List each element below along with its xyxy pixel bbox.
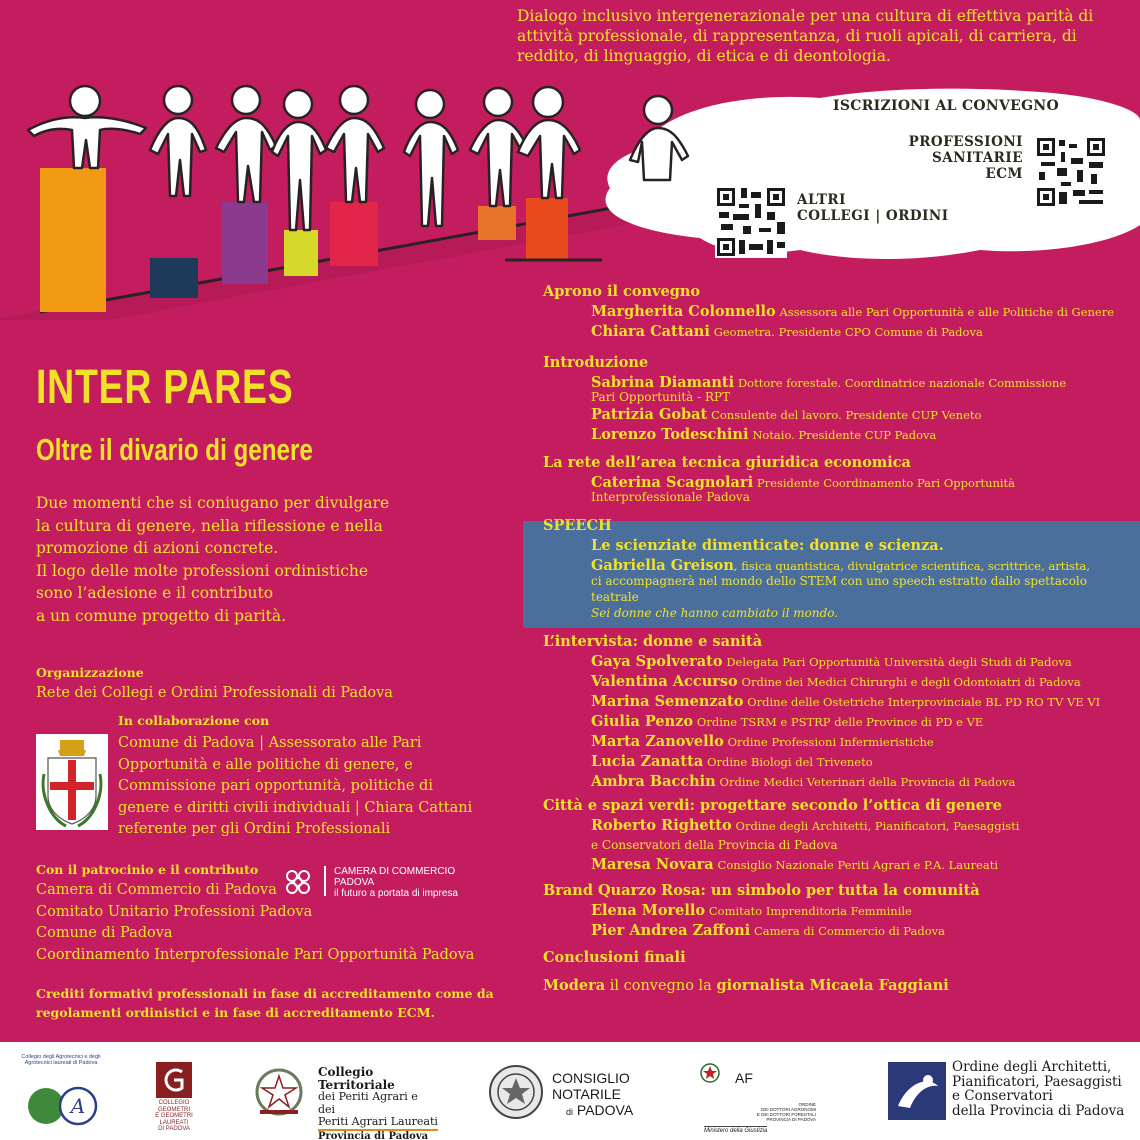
speaker-role: Comitato Imprenditoria Femminile (708, 904, 912, 918)
architetti-line-4: della Provincia di Padova (952, 1102, 1125, 1119)
credits-note (36, 984, 494, 1022)
speaker-role: Geometra. Presidente CPO Comune di Padova (713, 325, 983, 339)
geometri-line-2: GEOMETRI (157, 1106, 190, 1113)
svg-text:A: A (70, 1094, 86, 1118)
af-text (706, 1102, 816, 1122)
architetti-logo-icon (888, 1062, 946, 1120)
step-deep-orange (526, 198, 568, 260)
patronage-item: Coordinamento Interprofessionale Pari Opportunità Padova (36, 946, 475, 963)
credits-line-2: regolamenti ordinistici e in fase di accreditamento ECM. (36, 1005, 435, 1020)
speaker-role: Ordine Medici Veterinari della Provincia di Padova (719, 775, 1016, 789)
speaker-role: Ordine dei Medici Chirurghi e degli Odontoiatri di Padova (741, 675, 1081, 689)
speaker-role: Consulente del lavoro. Presidente CUP Veneto (711, 408, 982, 422)
geometri-logo-icon (156, 1062, 192, 1098)
notarile-line-3: di (566, 1107, 574, 1117)
speaker-role: , fisica quantistica, divulgatrice scientifica, scrittrice, artista, (733, 559, 1091, 573)
speaker-role: Delegata Pari Opportunità Università degli Studi di Padova (726, 655, 1072, 669)
speaker-role-cont: Interprofessionale Padova (591, 490, 750, 504)
chamber-logo-line-3: il futuro a portata di impresa (334, 888, 458, 899)
speaker-role: Presidente Coordinamento Pari Opportunità (756, 476, 1016, 490)
speaker-name: Lorenzo Todeschini (591, 426, 749, 443)
speaker-name: Sabrina Diamanti (591, 374, 735, 391)
af-line-2: DEI DOTTORI AGRONOMI (761, 1107, 816, 1112)
republic-emblem-icon (700, 1062, 720, 1084)
speaker (543, 732, 1133, 752)
periti-line-4: Provincia di Padova (318, 1130, 429, 1140)
section-network-title: La rete dell’area tecnica giuridica economica (543, 454, 911, 471)
event-title: INTER PARES (36, 361, 294, 414)
chamber-logo-text (334, 866, 458, 899)
speaker-name: Caterina Scagnolari (591, 474, 754, 491)
speaker-name: Gabriella Greison (591, 557, 734, 574)
speaker (543, 692, 1133, 712)
speaker (543, 425, 1133, 445)
speaker (543, 712, 1133, 732)
speaker-role: Assessora alle Pari Opportunità e alle Politiche di Genere (779, 305, 1115, 319)
periti-text (318, 1066, 438, 1140)
health-line-2: SANITARIE (932, 150, 1023, 166)
geometri-line-1: COLLEGIO (158, 1100, 190, 1106)
speaker (543, 405, 1133, 425)
agrotecnici-logo (18, 1066, 104, 1128)
speaker (543, 816, 1133, 836)
step-orange (40, 168, 106, 312)
qr-code-health[interactable] (1035, 136, 1107, 208)
agrotecnici-text: Collegio degli Agrotecnici e degli Agrotecnici laureati di Padova (21, 1054, 101, 1066)
af-line-1: ORDINE (798, 1102, 816, 1107)
speech-title-row (543, 536, 1133, 556)
speaker (543, 921, 1133, 941)
speaker (543, 302, 1133, 322)
patronage-item: Camera di Commercio di Padova (36, 882, 277, 898)
step-navy (150, 258, 198, 298)
padova-coat-of-arms (36, 734, 108, 830)
organization-heading: Organizzazione (36, 665, 144, 680)
speaker-name: Gaya Spolverato (591, 653, 723, 670)
moderator-line (543, 976, 1133, 996)
af-line-3: E DEI DOTTORI FORESTALI (756, 1112, 816, 1117)
collab-line: Opportunità e alle politiche di genere, e (118, 756, 413, 773)
speaker-name: Margherita Colonnello (591, 303, 776, 320)
speaker-name: Chiara Cattani (591, 323, 710, 340)
organization-text: Rete dei Collegi e Ordini Professionali di Padova (36, 685, 393, 701)
speaker-role: Notaio. Presidente CUP Padova (752, 428, 937, 442)
speaker-name: Pier Andrea Zaffoni (591, 922, 751, 939)
speaker-role: Ordine degli Architetti, Pianificatori, Paesaggisti (735, 819, 1020, 833)
event-subtitle: Oltre il divario di genere (36, 432, 313, 467)
af-line-4: PROVINCIA DI PADOVA (766, 1117, 816, 1122)
speaker-role: Consiglio Nazionale Periti Agrari e P.A. Laureati (717, 858, 999, 872)
speech-show-title: Sei donne che hanno cambiato il mondo. (591, 606, 839, 620)
architetti-line-3: e Conservatori (952, 1088, 1053, 1104)
speaker-name: Maresa Novara (591, 856, 714, 873)
speaker-name: Marina Semenzato (591, 693, 744, 710)
registration-other-label (797, 192, 949, 224)
notarile-line-1: CONSIGLIO (552, 1070, 630, 1086)
moderator-label: Modera (543, 977, 606, 994)
af-ministry: Ministero della Giustizia (704, 1128, 768, 1134)
intro-line: promozione di azioni concrete. (36, 539, 279, 558)
other-line-1: ALTRI (797, 192, 846, 208)
step-purple (222, 202, 268, 284)
speaker (543, 672, 1133, 692)
top-intro: Dialogo inclusivo intergenerazionale per una cultura di effettiva parità di attività professionale, di rappresentanza, di ruoli apicali, di carriera, di reddito, di linguaggio, di etica e di deontologia. (517, 7, 1094, 65)
speaker-name: Lucia Zanatta (591, 753, 704, 770)
moderator-name: giornalista Micaela Faggiani (716, 977, 949, 994)
intro-line: Il logo delle molte professioni ordinistiche (36, 561, 369, 580)
speaker-role-cont: Pari Opportunità - RPT (591, 390, 731, 404)
speaker (543, 855, 1133, 875)
periti-line-3: Periti Agrari Laureati (318, 1116, 438, 1131)
section-interview-title: L’intervista: donne e sanità (543, 633, 763, 650)
step-lime (284, 230, 318, 276)
registration-title: ISCRIZIONI AL CONVEGNO (833, 98, 1059, 114)
health-line-1: PROFESSIONI (908, 134, 1023, 150)
collab-line: Commissione pari opportunità, politiche di (118, 778, 433, 794)
collab-line: referente per gli Ordini Professionali (118, 821, 391, 837)
notarile-line-2: NOTARILE (552, 1086, 621, 1102)
speech-title: Le scienziate dimenticate: donne e scienza. (591, 537, 944, 554)
program (543, 282, 1133, 996)
notarile-line-4: PADOVA (576, 1102, 634, 1118)
chamber-logo-line-2: PADOVA (334, 877, 375, 888)
speaker-name: Patrizia Gobat (591, 406, 708, 423)
speaker (543, 322, 1133, 342)
architetti-line-2: Pianificatori, Paesaggisti (952, 1073, 1122, 1090)
other-line-2: COLLEGI | ORDINI (797, 208, 949, 224)
speech-label: SPEECH (543, 517, 612, 534)
section-intro-title: Introduzione (543, 354, 649, 371)
speaker (543, 901, 1133, 921)
speaker-name: Giulia Penzo (591, 713, 694, 730)
speaker-role: Ordine delle Ostetriche Interprovinciale BL PD RO TV VE VI (747, 695, 1101, 709)
health-line-3: ECM (985, 166, 1023, 182)
chamber-divider (324, 866, 326, 896)
speaker-name: Elena Morello (591, 902, 706, 919)
patronage-heading: Con il patrocinio e il contributo (36, 862, 259, 877)
speaker-role: Dottore forestale. Coordinatrice nazionale Commissione (737, 376, 1067, 390)
collab-line: genere e diritti civili individuali | Chiara Cattani (118, 799, 473, 816)
collab-heading: In collaborazione con (118, 713, 270, 728)
patronage-item: Comune di Padova (36, 925, 173, 941)
section-conclusions-title: Conclusioni finali (543, 949, 686, 966)
chamber-logo-line-1: CAMERA DI COMMERCIO (334, 866, 456, 877)
step-orange2 (478, 206, 516, 240)
italian-emblem-icon (250, 1062, 308, 1124)
section-opening-title: Aprono il convegno (543, 283, 701, 300)
patronage-item: Comitato Unitario Professioni Padova (36, 903, 313, 920)
qr-code-other[interactable] (715, 186, 787, 258)
speaker-role: Ordine Professioni Infermieristiche (727, 735, 934, 749)
speaker-role: Ordine TSRM e PSTRP delle Province di PD e VE (696, 715, 984, 729)
chamber-logo-icon (282, 866, 318, 898)
periti-line-2: dei Periti Agrari e dei (318, 1090, 418, 1116)
collab-line: Comune di Padova | Assessorato alle Pari (118, 735, 422, 751)
speaker-role-cont: e Conservatori della Provincia di Padova (591, 838, 838, 852)
notarile-emblem-icon (488, 1064, 544, 1120)
architetti-text (952, 1060, 1132, 1118)
event-intro (36, 492, 456, 628)
intro-line: Due momenti che si coniugano per divulgare (36, 494, 390, 512)
speaker-name: Ambra Bacchin (591, 773, 716, 790)
footer-logos (0, 1042, 1140, 1140)
speech-description: ci accompagnerà nel mondo dello STEM con uno speech estratto dallo spettacolo teatrale (591, 574, 1087, 604)
notarile-text (552, 1070, 633, 1120)
geometri-text (150, 1100, 198, 1133)
speaker-name: Marta Zanovello (591, 733, 724, 750)
moderator-mid: il convegno la (605, 978, 717, 994)
intro-line: sono l’adesione e il contributo (36, 584, 274, 603)
speaker (543, 652, 1133, 672)
geometri-line-4: DI PADOVA (158, 1126, 190, 1132)
registration-health-label (893, 134, 1023, 182)
architetti-line-1: Ordine degli Architetti, (952, 1059, 1112, 1075)
intro-line: la cultura di genere, nella riflessione e nella (36, 516, 383, 535)
collab-text (118, 733, 472, 841)
step-red (330, 202, 378, 266)
af-logo-icon: AF (735, 1070, 753, 1086)
speaker-role: Ordine Biologi del Triveneto (707, 755, 873, 769)
periti-line-1: Collegio Territoriale (318, 1065, 395, 1092)
intro-line: a un comune progetto di parità. (36, 606, 287, 625)
section-brand-title: Brand Quarzo Rosa: un simbolo per tutta la comunità (543, 882, 980, 899)
speaker-role: Camera di Commercio di Padova (754, 924, 946, 938)
speaker-name: Roberto Righetto (591, 817, 732, 834)
speaker-name: Valentina Accurso (591, 673, 738, 690)
speaker (543, 772, 1133, 792)
speaker (543, 752, 1133, 772)
section-city-title: Città e spazi verdi: progettare secondo l’ottica di genere (543, 797, 1002, 814)
geometri-line-3: E GEOMETRI LAUREATI (155, 1113, 193, 1126)
credits-line-1: Crediti formativi professionali in fase di accreditamento come da (36, 986, 494, 1001)
